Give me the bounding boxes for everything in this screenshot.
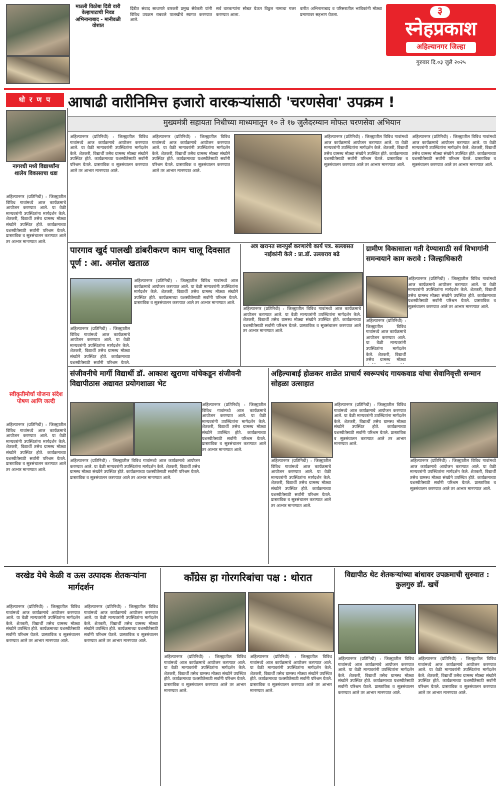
bottom-left-headline: वरखेड येथे केळी व ऊस उत्पादक शेतकऱ्यांना मार्गदर्शन <box>15 571 147 592</box>
bank-body: अहिल्यानगर (प्रतिनिधी) : जिल्ह्यातील विविध गावांमध्ये आज कार्यक्रमाचे आयोजन करण्यात आले. या वेळी मान्यवरांनी उपस्थितांना मार्गदर्शन केले. शेतकरी, विद्यार्थी तसेच ग्रामस्थ मोठ्या संख्येने उपस्थित होते. कार्यक्रमाच्या यशस्वीतेसाठी सर्वांनी परिश्रम घेतले. प्रास्ताविक व सूत्रसंचालन करण्यात आले तर आभार मानण्यात आले. <box>243 306 361 334</box>
retire-photo <box>271 402 333 458</box>
parner-body: अहिल्यानगर (प्रतिनिधी) : जिल्ह्यातील विविध गावांमध्ये आज कार्यक्रमाचे आयोजन करण्यात आले. या वेळी मान्यवरांनी उपस्थितांना मार्गदर्शन केले. शेतकरी, विद्यार्थी तसेच ग्रामस्थ मोठ्या संख्येने उपस्थित होते. कार्यक्रमाच्या यशस्वीतेसाठी सर्वांनी परिश्रम घेतले. प्रास्ताविक व सूत्रसंचालन करण्यात आले तर आभार मानण्यात आले. <box>134 278 238 306</box>
bottom-left-body-2: अहिल्यानगर (प्रतिनिधी) : जिल्ह्यातील विविध गावांमध्ये आज कार्यक्रमाचे आयोजन करण्यात आले. या वेळी मान्यवरांनी उपस्थितांना मार्गदर्शन केले. शेतकरी, विद्यार्थी तसेच ग्रामस्थ मोठ्या संख्येने उपस्थित होते. कार्यक्रमाच्या यशस्वीतेसाठी सर्वांनी परिश्रम घेतले. प्रास्ताविक व सूत्रसंचालन करण्यात आले तर आभार मानण्यात आले. <box>84 604 158 643</box>
lead-body-col3: अहिल्यानगर (प्रतिनिधी) : जिल्ह्यातील विविध गावांमध्ये आज कार्यक्रमाचे आयोजन करण्यात आले. या वेळी मान्यवरांनी उपस्थितांना मार्गदर्शन केले. शेतकरी, विद्यार्थी तसेच ग्रामस्थ मोठ्या संख्येने उपस्थित होते. कार्यक्रमाच्या यशस्वीतेसाठी सर्वांनी परिश्रम घेतले. प्रास्ताविक व सूत्रसंचालन करण्यात आले तर आभार मानण्यात आले. <box>324 134 408 167</box>
bottom-left-body: अहिल्यानगर (प्रतिनिधी) : जिल्ह्यातील विविध गावांमध्ये आज कार्यक्रमाचे आयोजन करण्यात आले. या वेळी मान्यवरांनी उपस्थितांना मार्गदर्शन केले. शेतकरी, विद्यार्थी तसेच ग्रामस्थ मोठ्या संख्येने उपस्थित होते. कार्यक्रमाच्या यशस्वीतेसाठी सर्वांनी परिश्रम घेतले. प्रास्ताविक व सूत्रसंचालन करण्यात आले तर आभार मानण्यात आले. <box>6 604 80 643</box>
parner-body-2: अहिल्यानगर (प्रतिनिधी) : जिल्ह्यातील विविध गावांमध्ये आज कार्यक्रमाचे आयोजन करण्यात आले. या वेळी मान्यवरांनी उपस्थितांना मार्गदर्शन केले. शेतकरी, विद्यार्थी तसेच ग्रामस्थ मोठ्या संख्येने उपस्थित होते. कार्यक्रमाच्या यशस्वीतेसाठी सर्वांनी परिश्रम घेतले. <box>70 326 130 364</box>
college-body-2: अहिल्यानगर (प्रतिनिधी) : जिल्ह्यातील विविध गावांमध्ये आज कार्यक्रमाचे आयोजन करण्यात आले. या वेळी मान्यवरांनी उपस्थितांना मार्गदर्शन केले. शेतकरी, विद्यार्थी तसेच ग्रामस्थ मोठ्या संख्येने उपस्थित होते. कार्यक्रमाच्या यशस्वीतेसाठी सर्वांनी परिश्रम घेतले. प्रास्ताविक व सूत्रसंचालन करण्यात आले तर आभार मानण्यात आले. <box>70 458 200 480</box>
left-col-headline: नागरधी मध्ये विद्यार्थ्यांना शालेय विकासाचा धडा <box>12 164 60 177</box>
top-left-photo-2 <box>6 56 70 84</box>
divider-6 <box>334 568 335 786</box>
rural-headline: ग्रामीण विकासाला गती देण्यासाठी सर्व विभागांनी समन्वयाने काम करावे : जिल्हाधिकारी <box>366 245 489 263</box>
lead-photo-cm <box>234 134 322 234</box>
section-tag-text: धो र ण प <box>18 96 52 104</box>
bottom-mid-photo <box>164 592 246 652</box>
bottom-mid-headline: काँग्रेस हा गोरगरिबांचा पक्ष : थोरात <box>183 573 313 584</box>
masthead-rule <box>4 88 496 90</box>
college-photo <box>70 402 134 456</box>
divider-5 <box>160 568 161 786</box>
masthead-date: गुरुवार दि.०३ जुलै २०२५ <box>416 60 466 66</box>
bottom-mid-photo-2 <box>248 592 334 652</box>
masthead-subtitle: अहिल्यानगर जिल्हा <box>416 43 466 51</box>
bottom-mid-body: अहिल्यानगर (प्रतिनिधी) : जिल्ह्यातील विविध गावांमध्ये आज कार्यक्रमाचे आयोजन करण्यात आले. या वेळी मान्यवरांनी उपस्थितांना मार्गदर्शन केले. शेतकरी, विद्यार्थी तसेच ग्रामस्थ मोठ्या संख्येने उपस्थित होते. कार्यक्रमाच्या यशस्वीतेसाठी सर्वांनी परिश्रम घेतले. प्रास्ताविक व सूत्रसंचालन करण्यात आले तर आभार मानण्यात आले. <box>164 654 246 693</box>
masthead-box <box>386 4 496 56</box>
left-col-body: अहिल्यानगर (प्रतिनिधी) : जिल्ह्यातील विविध गावांमध्ये आज कार्यक्रमाचे आयोजन करण्यात आले. या वेळी मान्यवरांनी उपस्थितांना मार्गदर्शन केले. शेतकरी, विद्यार्थी तसेच ग्रामस्थ मोठ्या संख्येने उपस्थित होते. कार्यक्रमाच्या यशस्वीतेसाठी सर्वांनी परिश्रम घेतले. प्रास्ताविक व सूत्रसंचालन करण्यात आले तर आभार मानण्यात आले. <box>6 194 66 244</box>
retire-body: अहिल्यानगर (प्रतिनिधी) : जिल्ह्यातील विविध गावांमध्ये आज कार्यक्रमाचे आयोजन करण्यात आले. या वेळी मान्यवरांनी उपस्थितांना मार्गदर्शन केले. शेतकरी, विद्यार्थी तसेच ग्रामस्थ मोठ्या संख्येने उपस्थित होते. कार्यक्रमाच्या यशस्वीतेसाठी सर्वांनी परिश्रम घेतले. प्रास्ताविक व सूत्रसंचालन करण्यात आले तर आभार मानण्यात आले. <box>334 402 406 447</box>
bottom-right-photo <box>338 604 416 654</box>
rural-body: अहिल्यानगर (प्रतिनिधी) : जिल्ह्यातील विविध गावांमध्ये आज कार्यक्रमाचे आयोजन करण्यात आले. या वेळी मान्यवरांनी उपस्थितांना मार्गदर्शन केले. शेतकरी, विद्यार्थी तसेच ग्रामस्थ मोठ्या संख्येने उपस्थित होते. कार्यक्रमाच्या यशस्वीतेसाठी सर्वांनी परिश्रम घेतले. प्रास्ताविक व सूत्रसंचालन करण्यात आले तर आभार मानण्यात आले. <box>408 276 496 309</box>
left-col2-body: अहिल्यानगर (प्रतिनिधी) : जिल्ह्यातील विविध गावांमध्ये आज कार्यक्रमाचे आयोजन करण्यात आले. या वेळी मान्यवरांनी उपस्थितांना मार्गदर्शन केले. शेतकरी, विद्यार्थी तसेच ग्रामस्थ मोठ्या संख्येने उपस्थित होते. कार्यक्रमाच्या यशस्वीतेसाठी सर्वांनी परिश्रम घेतले. प्रास्ताविक व सूत्रसंचालन करण्यात आले तर आभार मानण्यात आले. <box>6 422 66 472</box>
bottom-right-body-2: अहिल्यानगर (प्रतिनिधी) : जिल्ह्यातील विविध गावांमध्ये आज कार्यक्रमाचे आयोजन करण्यात आले. या वेळी मान्यवरांनी उपस्थितांना मार्गदर्शन केले. शेतकरी, विद्यार्थी तसेच ग्रामस्थ मोठ्या संख्येने उपस्थित होते. कार्यक्रमाच्या यशस्वीतेसाठी सर्वांनी परिश्रम घेतले. प्रास्ताविक व सूत्रसंचालन करण्यात आले तर आभार मानण्यात आले. <box>418 656 496 695</box>
row-rule-3 <box>4 566 496 567</box>
retire-body-3: अहिल्यानगर (प्रतिनिधी) : जिल्ह्यातील विविध गावांमध्ये आज कार्यक्रमाचे आयोजन करण्यात आले. या वेळी मान्यवरांनी उपस्थितांना मार्गदर्शन केले. शेतकरी, विद्यार्थी तसेच ग्रामस्थ मोठ्या संख्येने उपस्थित होते. कार्यक्रमाच्या यशस्वीतेसाठी सर्वांनी परिश्रम घेतले. प्रास्ताविक व सूत्रसंचालन करण्यात आले तर आभार मानण्यात आले. <box>271 458 331 508</box>
parner-photo <box>70 278 132 324</box>
divider-2 <box>240 244 241 366</box>
top-text-col2: सर्व वारकऱ्यांना सोबत घेऊन विठ्ठल नामाचा गजर करण्यात आला. <box>216 6 296 17</box>
left-col-photo <box>6 110 66 162</box>
college-photo-2 <box>134 402 202 456</box>
retire-headline: अहिल्याबाई होळकर शाळेत प्राचार्य स्वरूपचंद गायकवाड यांचा सेवानिवृत्ती सन्मान सोहळा उत्साहात <box>271 369 481 388</box>
college-headline: संजीवनीचे मार्गी विद्यार्थी डॉ. आकाश खुराणा यांचेकडून संजीवनी विद्यापीठास अद्यावत प्रयोगशाळा भेट <box>70 369 242 388</box>
lead-body-col1: अहिल्यानगर (प्रतिनिधी) : जिल्ह्यातील विविध गावांमध्ये आज कार्यक्रमाचे आयोजन करण्यात आले. या वेळी मान्यवरांनी उपस्थितांना मार्गदर्शन केले. शेतकरी, विद्यार्थी तसेच ग्रामस्थ मोठ्या संख्येने उपस्थित होते. कार्यक्रमाच्या यशस्वीतेसाठी सर्वांनी परिश्रम घेतले. प्रास्ताविक व सूत्रसंचालन करण्यात आले तर आभार मानण्यात आले. <box>70 134 148 173</box>
lead-headline: आषाढी वारीनिमित्त हजारो वारकऱ्यांसाठी 'चरणसेवा' उपक्रम ! <box>68 95 395 111</box>
retire-photo-2 <box>410 402 498 458</box>
rural-body-2: अहिल्यानगर (प्रतिनिधी) : जिल्ह्यातील विविध गावांमध्ये आज कार्यक्रमाचे आयोजन करण्यात आले. या वेळी मान्यवरांनी उपस्थितांना मार्गदर्शन केले. शेतकरी, विद्यार्थी तसेच ग्रामस्थ मोठ्या <box>366 318 406 363</box>
lead-subhead: मुख्यमंत्री सहायता निधीच्या माध्यमातून १० ते १७ जुलैदरम्यान मोफत चरणसेवा अभियान <box>163 118 401 127</box>
rural-photo <box>366 276 408 318</box>
divider-3 <box>363 244 364 366</box>
bottom-right-headline: विद्यापीठ थेट शेतकऱ्यांच्या बांधावर उपक्रमाची सुरुवात : कुलगुरु डॉ. खर्चे <box>344 570 490 589</box>
bottom-right-photo-2 <box>418 604 498 654</box>
top-left-caption: माउली विठोबा दिंडी वारी वेल्हापाटाची निवड अभिनानाबाद - मानीवळी वोशात <box>75 4 121 30</box>
lead-body-col4: अहिल्यानगर (प्रतिनिधी) : जिल्ह्यातील विविध गावांमध्ये आज कार्यक्रमाचे आयोजन करण्यात आले. या वेळी मान्यवरांनी उपस्थितांना मार्गदर्शन केले. शेतकरी, विद्यार्थी तसेच ग्रामस्थ मोठ्या संख्येने उपस्थित होते. कार्यक्रमाच्या यशस्वीतेसाठी सर्वांनी परिश्रम घेतले. प्रास्ताविक व सूत्रसंचालन करण्यात आले तर आभार मानण्यात आले. <box>412 134 496 167</box>
col-divider <box>67 108 68 564</box>
top-text-col3: वारीत अभिनानाबाद व परिसरातील भाविकांनी मोठ्या प्रमाणावर सहभाग घेतला. <box>300 6 382 17</box>
bottom-mid-body-2: अहिल्यानगर (प्रतिनिधी) : जिल्ह्यातील विविध गावांमध्ये आज कार्यक्रमाचे आयोजन करण्यात आले. या वेळी मान्यवरांनी उपस्थितांना मार्गदर्शन केले. शेतकरी, विद्यार्थी तसेच ग्रामस्थ मोठ्या संख्येने उपस्थित होते. कार्यक्रमाच्या यशस्वीतेसाठी सर्वांनी परिश्रम घेतले. प्रास्ताविक व सूत्रसंचालन करण्यात आले तर आभार मानण्यात आले. <box>250 654 332 693</box>
parner-headline: पारगाव खुर्द पालखी डांबरीकरण काम चालू दिवसात पूर्ण : आ. अमोल खताळ <box>70 246 230 269</box>
row-rule-2 <box>68 366 496 367</box>
bottom-right-body: अहिल्यानगर (प्रतिनिधी) : जिल्ह्यातील विविध गावांमध्ये आज कार्यक्रमाचे आयोजन करण्यात आले. या वेळी मान्यवरांनी उपस्थितांना मार्गदर्शन केले. शेतकरी, विद्यार्थी तसेच ग्रामस्थ मोठ्या संख्येने उपस्थित होते. कार्यक्रमाच्या यशस्वीतेसाठी सर्वांनी परिश्रम घेतले. प्रास्ताविक व सूत्रसंचालन करण्यात आले तर आभार मानण्यात आले. <box>338 656 414 695</box>
masthead-title: स्नेहप्रकाश <box>405 18 477 40</box>
college-body: अहिल्यानगर (प्रतिनिधी) : जिल्ह्यातील विविध गावांमध्ये आज कार्यक्रमाचे आयोजन करण्यात आले. या वेळी मान्यवरांनी उपस्थितांना मार्गदर्शन केले. शेतकरी, विद्यार्थी तसेच ग्रामस्थ मोठ्या संख्येने उपस्थित होते. कार्यक्रमाच्या यशस्वीतेसाठी सर्वांनी परिश्रम घेतले. प्रास्ताविक व सूत्रसंचालन करण्यात आले तर आभार मानण्यात आले. <box>202 402 266 452</box>
top-left-photo <box>6 4 70 56</box>
bank-headline: अत्र खरानत स्वनपुर्सं करणारंचे कार्य पत्र. सल्लासत नाईकांनी केले : प्रा.डॉ. उल्लाराव बढे <box>250 244 354 258</box>
divider-4 <box>268 368 269 564</box>
bank-photo <box>243 272 363 306</box>
retire-body-2: अहिल्यानगर (प्रतिनिधी) : जिल्ह्यातील विविध गावांमध्ये आज कार्यक्रमाचे आयोजन करण्यात आले. या वेळी मान्यवरांनी उपस्थितांना मार्गदर्शन केले. शेतकरी, विद्यार्थी तसेच ग्रामस्थ मोठ्या संख्येने उपस्थित होते. कार्यक्रमाच्या यशस्वीतेसाठी सर्वांनी परिश्रम घेतले. प्रास्ताविक व सूत्रसंचालन करण्यात आले तर आभार मानण्यात आले. <box>410 458 496 491</box>
top-text-col1: दिंडीत संवाद साधणारे वारकरी प्रमुख सेवेकरी यांनी विविध उपक्रम राबवले पालखीचे स्वागत करण्यात आले. <box>130 6 212 23</box>
row-rule-1 <box>68 242 496 243</box>
page-number: ३ <box>437 6 443 17</box>
left-col2-headline: स्वीकृतीमोर्चा योजना संदेश पोषण आणि जल्दी <box>9 392 63 405</box>
lead-body-col2: अहिल्यानगर (प्रतिनिधी) : जिल्ह्यातील विविध गावांमध्ये आज कार्यक्रमाचे आयोजन करण्यात आले. या वेळी मान्यवरांनी उपस्थितांना मार्गदर्शन केले. शेतकरी, विद्यार्थी तसेच ग्रामस्थ मोठ्या संख्येने उपस्थित होते. कार्यक्रमाच्या यशस्वीतेसाठी सर्वांनी परिश्रम घेतले. प्रास्ताविक व सूत्रसंचालन करण्यात आले तर आभार मानण्यात आले. <box>152 134 230 173</box>
